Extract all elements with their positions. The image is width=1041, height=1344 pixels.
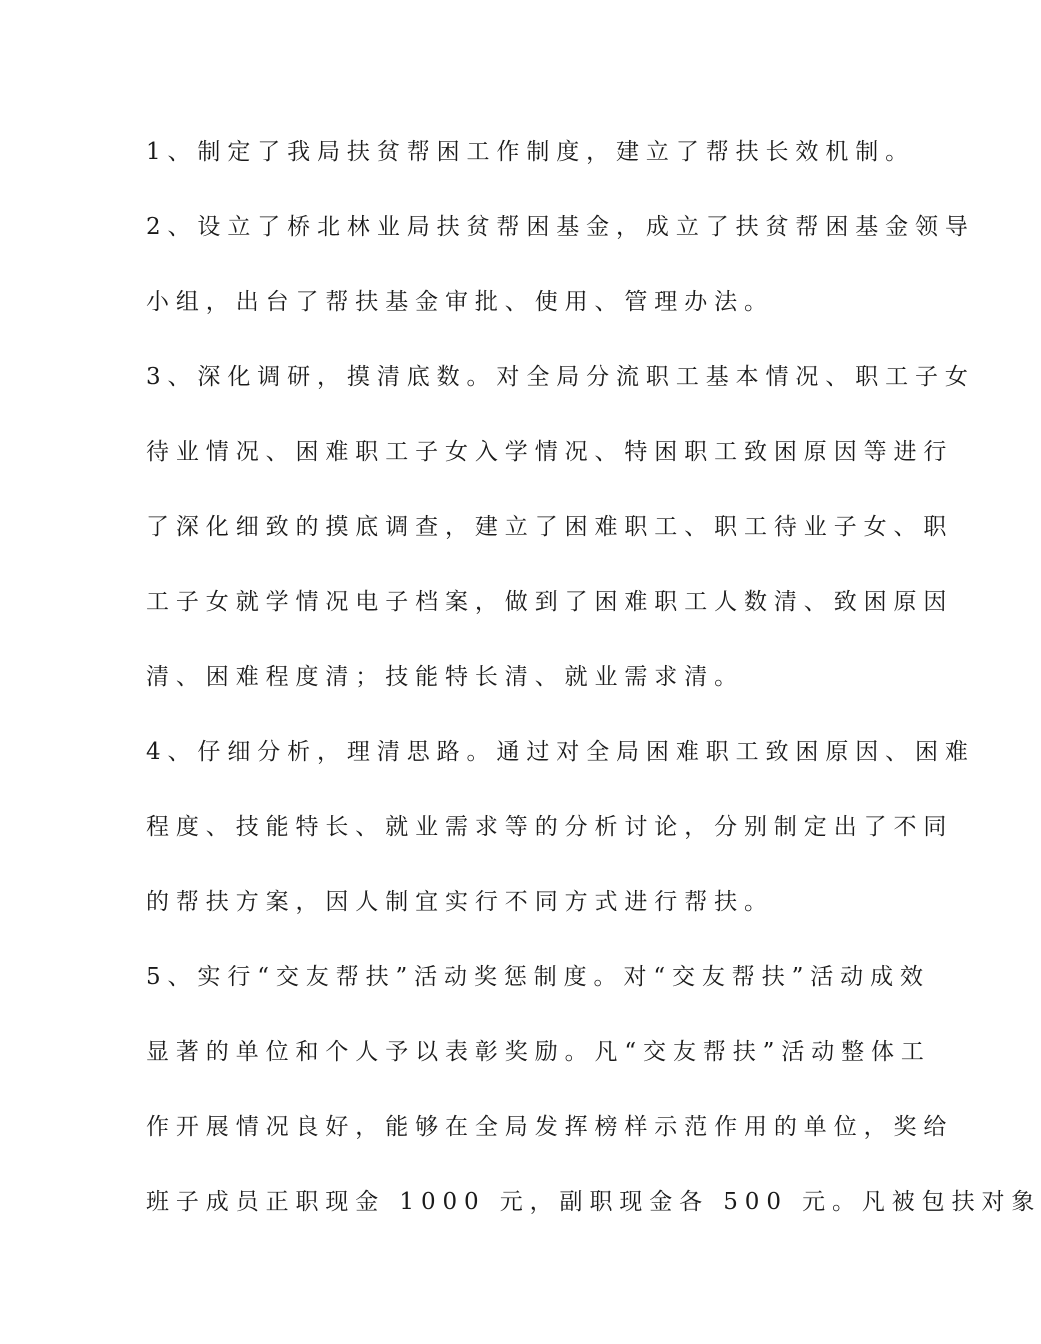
text-line-2: 2、设立了桥北林业局扶贫帮困基金，成立了扶贫帮困基金领导 xyxy=(146,214,975,240)
text-line-9: 4、仔细分析，理清思路。通过对全局困难职工致困原因、困难 xyxy=(146,739,975,765)
text-line-13: 显著的单位和个人予以表彰奖励。凡“交友帮扶”活动整体工 xyxy=(146,1039,931,1065)
text-line-7: 工子女就学情况电子档案，做到了困难职工人数清、致困原因 xyxy=(146,589,954,615)
text-line-10: 程度、技能特长、就业需求等的分析讨论，分别制定出了不同 xyxy=(146,814,954,840)
text-line-3: 小组，出台了帮扶基金审批、使用、管理办法。 xyxy=(146,289,774,315)
body-text xyxy=(146,130,1041,1255)
text-line-5: 待业情况、困难职工子女入学情况、特困职工致困原因等进行 xyxy=(146,439,954,465)
text-line-11: 的帮扶方案，因人制宜实行不同方式进行帮扶。 xyxy=(146,889,774,915)
text-line-14: 作开展情况良好，能够在全局发挥榜样示范作用的单位，奖给 xyxy=(146,1114,954,1140)
text-line-1: 1、制定了我局扶贫帮困工作制度，建立了帮扶长效机制。 xyxy=(146,139,916,165)
text-line-12: 5、实行“交友帮扶”活动奖惩制度。对“交友帮扶”活动成效 xyxy=(146,964,930,990)
text-line-15: 班子成员正职现金 1000 元，副职现金各 500 元。凡被包扶对象 xyxy=(146,1189,1041,1215)
text-line-4: 3、深化调研，摸清底数。对全局分流职工基本情况、职工子女 xyxy=(146,364,975,390)
text-line-6: 了深化细致的摸底调查，建立了困难职工、职工待业子女、职 xyxy=(146,514,954,540)
text-line-8: 清、困难程度清；技能特长清、就业需求清。 xyxy=(146,664,744,690)
